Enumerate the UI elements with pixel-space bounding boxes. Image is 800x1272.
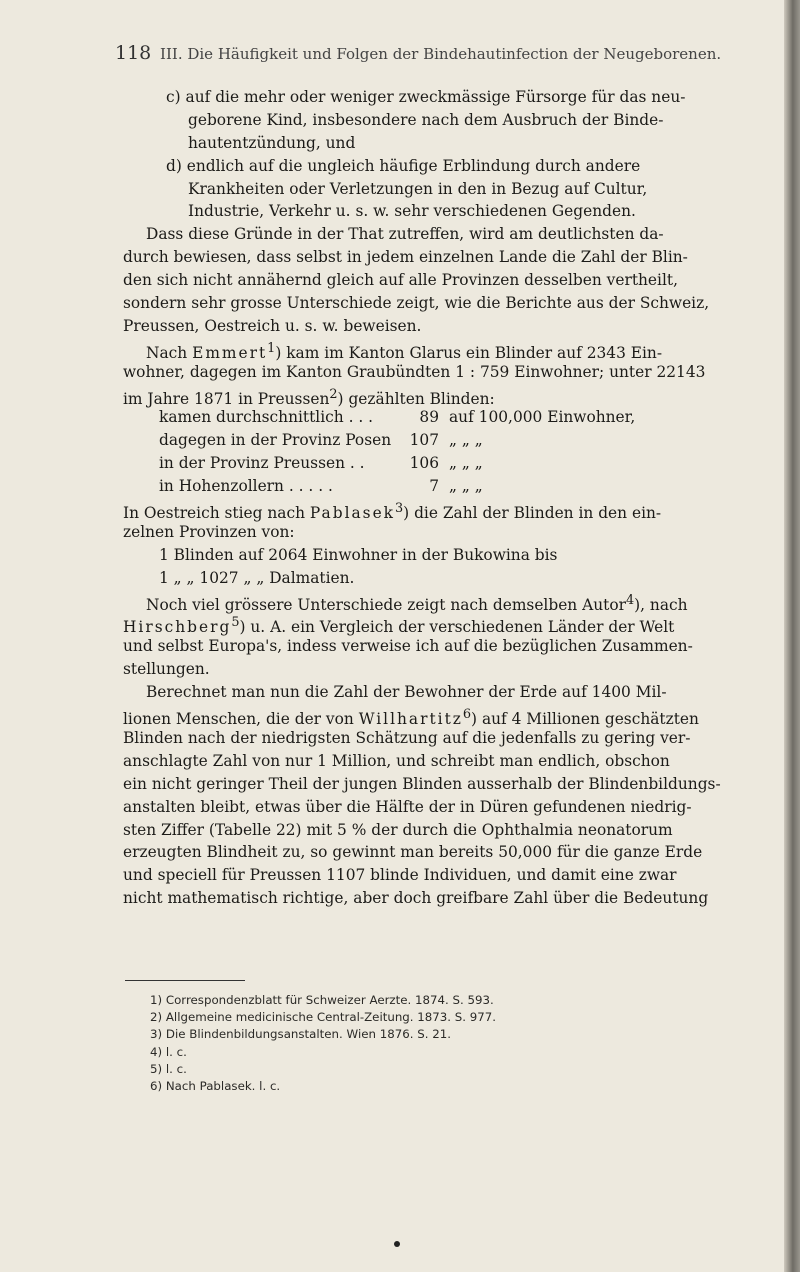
running-title: III. Die Häufigkeit und Folgen der Bindehautinfection der Neugeborenen. <box>160 45 722 63</box>
stat-row: 1 Blinden auf 2064 Einwohner in der Bukowina bis <box>159 545 558 564</box>
paragraph-line: durch bewiesen, dass selbst in jedem einzelnen Lande die Zahl der Blin- <box>123 248 688 267</box>
text-run: ) gezählten Blinden: <box>337 389 495 408</box>
stat-unit: „ „ „ <box>449 477 483 496</box>
text-run: Nach <box>146 343 193 362</box>
footnote-ref: 5 <box>231 615 240 631</box>
stat-label: kamen durchschnittlich . . . <box>159 408 374 427</box>
text-run: In Oestreich stieg nach <box>123 504 310 523</box>
footnote: 3) Die Blindenbildungsanstalten. Wien 1876. S. 21. <box>150 1027 451 1042</box>
paragraph-line: ein nicht geringer Theil der jungen Blinden ausserhalb der Blindenbildungs- <box>123 774 721 793</box>
page-edge-shadow <box>784 0 800 1272</box>
footnote: 1) Correspondenzblatt für Schweizer Aerzte. 1874. S. 593. <box>150 993 494 1007</box>
item-c-line: c) auf die mehr oder weniger zweckmässige Fürsorge für das neu- <box>166 88 686 106</box>
paragraph-line: Blinden nach der niedrigsten Schätzung auf die jedenfalls zu gering ver- <box>123 728 691 747</box>
paragraph-line: Berechnet man nun die Zahl der Bewohner der Erde auf 1400 Mil- <box>146 683 667 702</box>
stat-label: dagegen in der Provinz Posen <box>159 431 392 450</box>
paragraph-line: Dass diese Gründe in der That zutreffen, wird am deutlichsten da- <box>146 225 664 244</box>
text-run: lionen Menschen, die der von <box>123 710 359 729</box>
text-run: ) die Zahl der Blinden in den ein- <box>403 504 662 523</box>
paragraph-line: sten Ziffer (Tabelle 22) mit 5 % der durch die Ophthalmia neonatorum <box>123 820 673 839</box>
author-name: Emmert <box>192 343 268 362</box>
paragraph-line: stellungen. <box>123 660 210 679</box>
footnote: 2) Allgemeine medicinische Central-Zeitung. 1873. S. 977. <box>150 1010 497 1025</box>
item-d-line: Krankheiten oder Verletzungen in den in Bezug auf Cultur, <box>188 179 648 198</box>
stat-value: 106 <box>409 454 439 473</box>
footnote-ref: 4 <box>625 592 635 608</box>
text-run: ) auf 4 Millionen geschätzten <box>471 710 699 729</box>
paragraph-line <box>123 612 748 635</box>
paragraph-line <box>123 384 748 407</box>
text-run: Noch viel grössere Unterschiede zeigt nach demselben Autor <box>146 595 626 614</box>
paragraph-line <box>123 704 748 727</box>
stat-unit: auf 100,000 Einwohner, <box>449 408 636 427</box>
paragraph-line: nicht mathematisch richtige, aber doch greifbare Zahl über die Bedeutung <box>123 889 709 908</box>
paragraph-line: zelnen Provinzen von: <box>123 522 295 541</box>
footnote-ref: 3 <box>395 501 404 517</box>
footnote: 4) l. c. <box>150 1044 187 1059</box>
stat-row <box>123 475 748 498</box>
stat-value: 107 <box>409 431 439 450</box>
stat-label: in der Provinz Preussen . . <box>159 454 365 473</box>
main-text <box>123 86 748 910</box>
paragraph-line <box>123 590 748 613</box>
paragraph-line <box>123 338 748 361</box>
item-d-line: d) endlich auf die ungleich häufige Erblindung durch andere <box>166 156 641 175</box>
paragraph-line: sondern sehr grosse Unterschiede zeigt, wie die Berichte aus der Schweiz, <box>123 294 710 313</box>
footnote-divider <box>125 980 245 981</box>
paragraph-line: erzeugten Blindheit zu, so gewinnt man bereits 50,000 für die ganze Erde <box>123 843 703 862</box>
item-c-line: hautentzündung, und <box>188 133 356 152</box>
stat-value: 89 <box>419 408 439 427</box>
paragraph-line: anschlagte Zahl von nur 1 Million, und schreibt man endlich, obschon <box>123 751 670 770</box>
paragraph-line: Preussen, Oestreich u. s. w. beweisen. <box>123 316 422 335</box>
page-number: 118 <box>115 42 152 64</box>
text-run: ), nach <box>634 595 688 614</box>
item-c-line: geborene Kind, insbesondere nach dem Ausbruch der Binde- <box>188 110 664 129</box>
stat-row <box>123 406 748 429</box>
item-d-line: Industrie, Verkehr u. s. w. sehr verschiedenen Gegenden. <box>188 202 636 221</box>
stat-row: 1 „ „ 1027 „ „ Dalmatien. <box>159 568 355 587</box>
paragraph-line: den sich nicht annähernd gleich auf alle Provinzen desselben vertheilt, <box>123 271 678 290</box>
author-name: Pablasek <box>309 504 395 523</box>
footnote-ref: 2 <box>329 386 338 402</box>
stat-unit: „ „ „ <box>449 454 483 473</box>
author-name: Willhartitz <box>358 710 463 729</box>
footnote-ref: 6 <box>462 707 472 723</box>
footnotes <box>150 992 710 1095</box>
footnote: 6) Nach Pablasek. l. c. <box>150 1079 281 1094</box>
stat-row <box>123 429 748 452</box>
stat-row <box>123 452 748 475</box>
paragraph-line: und selbst Europa's, indess verweise ich auf die bezüglichen Zusammen- <box>123 637 693 656</box>
stat-value: 7 <box>429 477 439 496</box>
stat-unit: „ „ „ <box>449 431 483 450</box>
running-header <box>115 42 755 64</box>
footnote: 5) l. c. <box>150 1061 187 1076</box>
paragraph-line: wohner, dagegen im Kanton Graubündten 1 : 759 Einwohner; unter 22143 <box>123 362 706 381</box>
text-run: ) u. A. ein Vergleich der verschiedenen Länder der Welt <box>239 618 675 637</box>
text-run: im Jahre 1871 in Preussen <box>123 389 330 408</box>
paragraph-line: anstalten bleibt, etwas über die Hälfte der in Düren gefundenen niedrig- <box>123 797 692 816</box>
paragraph-line <box>123 498 748 521</box>
ink-speck <box>394 1241 400 1247</box>
text-run: ) kam im Kanton Glarus ein Blinder auf 2343 Ein- <box>275 343 663 362</box>
stat-label: in Hohenzollern . . . . . <box>159 477 333 496</box>
paragraph-line: und speciell für Preussen 1107 blinde Individuen, und damit eine zwar <box>123 866 677 885</box>
footnote-ref: 1 <box>267 340 276 356</box>
author-name: Hirschberg <box>123 618 232 637</box>
